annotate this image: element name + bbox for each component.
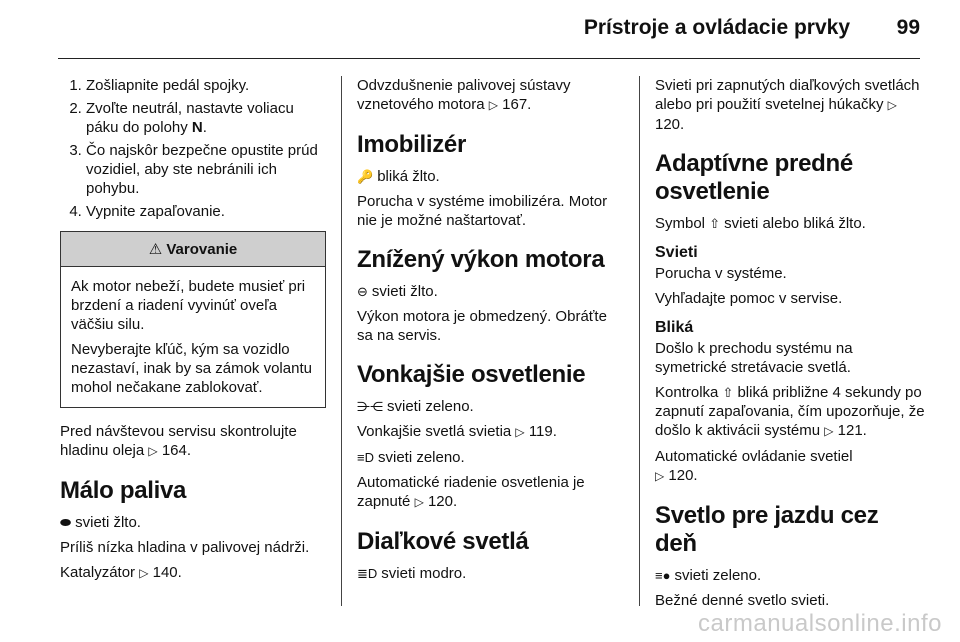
warning-title: Varovanie [166,241,238,258]
warning-text: Nevyberajte kľúč, kým sa vozidlo nezastaví, inak by sa zámok volantu mohol nečakane zablokovať. [71,341,312,396]
warning-header [61,232,325,267]
exterior-light-icon: ⋺⋲ [357,399,383,414]
page-number: 99 [896,16,920,39]
page-ref-link[interactable]: 167. [502,96,532,113]
header-rule [58,58,920,59]
high-beam-heading: Diaľkové svetlá [357,528,529,555]
immobilizer-icon: 🔑 [357,169,374,184]
list-item: 3. Čo najskôr bezpečne opustite prúd vozidiel, aby ste nebránili ich pohybu. [86,141,326,198]
immobilizer-heading: Imobilizér [357,131,467,158]
warning-text: Ak motor nebeží, budete musieť pri brzdení a riadení vyvinúť oveľa väčšiu silu. [71,278,306,333]
steps-list [60,76,326,221]
ref-arrow-icon: ▷ [139,566,149,580]
drl-icon: ≡● [655,568,671,583]
warning-body [61,267,325,407]
auto-light-icon: ≡D [357,450,374,465]
ref-arrow-icon: ▷ [515,425,525,439]
flash-heading: Bliká [655,319,694,336]
list-item: 4. Vypnite zapaľovanie. [86,202,326,221]
column-divider [341,76,342,606]
exterior-heading: Vonkajšie osvetlenie [357,361,586,388]
ref-arrow-icon: ▷ [824,424,834,438]
oil-paragraph: Pred návštevou servisu skontrolujte hladinu oleja ▷ 164. [60,423,297,459]
fuel-heading: Málo paliva [60,477,187,504]
page-ref-link[interactable]: 140. [152,564,182,581]
ref-arrow-icon: ▷ [488,98,498,112]
page-title: Prístroje a ovládacie prvky [583,16,850,39]
ref-arrow-icon: ▷ [887,98,897,112]
gear-position: N [191,119,203,136]
engine-icon: ⊖ [357,284,368,299]
column-1: 1. Zošliapnite pedál spojky. 2. Zvoľte neutrál, nastavte voliacu páku do polohy N. 3. Čo najskôr bezpečne opustite prúd vozidiel, aby ste nebránili ich pohybu. 4. Vypnite zapaľovanie. ⚠ Varovanie Ak motor nebeží, budete musieť pri brzdení a riadení vyvinúť oveľa väčšiu silu. Nevyberajte kľúč, kým sa vozidlo nezastaví, inak by sa zámok volantu mohol nečakane zablokovať. Pred návštevou servisu skontrolujte hladinu oleja ▷ 164. Málo paliva ⬬ svieti žlto. Príliš nízka hladina v palivovej nádrži. Katalyzátor ▷ 140. [60,76,326,589]
column-3: Svieti pri zapnutých diaľkových svetlách alebo pri použití svetelnej húkačky ▷ 120. Adaptívne predné osvetlenie Symbol ⇧ svieti alebo bliká žlto. Svieti Porucha v systéme. Vyhľadajte pomoc v servise. Bliká Došlo k prechodu systému na symetrické stretávacie svetlá. Kontrolka ⇧ bliká približne 4 sekundy po zapnutí zapaľovania, čím upozorňuje, že došlo k aktivácii systému ▷ 121. Automatické ovládanie svetiel ▷ 120. Svetlo pre jazdu cez deň ≡● svieti zeleno. Bežné denné svetlo svieti. [655,77,925,609]
high-beam-icon: ≣D [357,566,378,581]
afl-icon: ⇧ [722,385,734,400]
column-2: Odvzdušnenie palivovej sústavy vznetového motora ▷ 167. Imobilizér 🔑 bliká žlto. Porucha v systéme imobilizéra. Motor nie je možné naštartovať. Znížený výkon motora ⊖ svieti žlto. Výkon motora je obmedzený. Obráťte sa na servis. Vonkajšie osvetlenie ⋺⋲ svieti zeleno. Vonkajšie svetlá svietia ▷ 119. ≡D svieti zeleno. Automatické riadenie osvetlenia je zapnuté ▷ 120. Diaľkové svetlá ≣D svieti modro. [357,76,625,589]
ref-arrow-icon: ▷ [655,469,665,483]
afl-icon: ⇧ [709,216,721,231]
page-ref-link[interactable]: 164. [161,442,192,459]
drl-heading: Svetlo pre jazdu cez deň [655,502,879,557]
fuel-icon: ⬬ [60,515,72,530]
page-ref-link[interactable]: 120. [427,493,458,510]
column-divider [639,76,640,606]
warning-triangle-icon: ⚠ [148,241,163,258]
lit-heading: Svieti [655,244,698,261]
ref-arrow-icon: ▷ [148,444,158,458]
page-ref-link[interactable]: 120. [668,467,698,484]
list-item: 1. Zošliapnite pedál spojky. [86,76,326,95]
ref-arrow-icon: ▷ [414,495,424,509]
warning-box [60,231,326,408]
list-item: 2. Zvoľte neutrál, nastavte voliacu páku do polohy N. [86,99,326,137]
watermark: carmanualsonline.info [698,610,942,637]
page-header [0,0,960,60]
power-heading: Znížený výkon motora [357,246,605,273]
page-ref-link[interactable]: 120. [655,116,685,133]
afl-heading: Adaptívne predné osvetlenie [655,150,853,205]
page-ref-link[interactable]: 121. [837,422,867,439]
page-ref-link[interactable]: 119. [528,423,557,440]
